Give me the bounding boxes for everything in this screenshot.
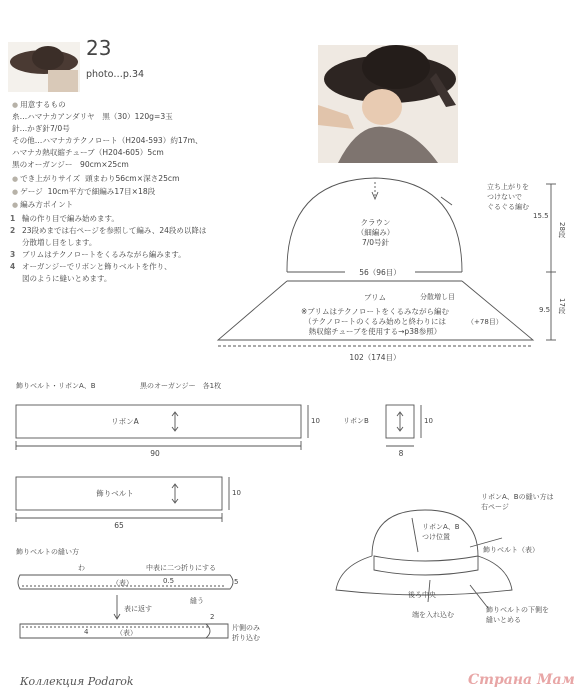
- brim-label: ブリム: [363, 293, 387, 302]
- size-title: ● でき上がりサイズ: [12, 174, 80, 183]
- ribbon-a-height: 10: [311, 417, 320, 425]
- crown-hook: 7/0号針: [361, 238, 390, 247]
- ribbon-a-width: 90: [150, 449, 160, 458]
- step-text: 図のように縫いとめます。: [22, 274, 112, 283]
- step-text: オーガンジーでリボンと飾りベルトを作り、: [22, 262, 172, 271]
- front-label-2: （表）: [116, 629, 137, 637]
- ribbon-section-title: 飾りベルト・リボンA、B: [16, 382, 96, 390]
- brim-rows: 17段: [558, 298, 566, 314]
- step-number: 2: [10, 226, 16, 235]
- brim-plus: （+78目）: [467, 318, 503, 326]
- belt-front-label: 飾りベルト（表）: [483, 546, 539, 554]
- measure-4: 4: [84, 628, 89, 636]
- fold-one-side: 片側のみ 折り込む: [232, 624, 260, 642]
- ribbon-ab-position: リボンA、B つけ位置: [422, 523, 460, 541]
- wa-label: わ: [78, 564, 85, 572]
- ribbon-material: 黒のオーガンジー 各1枚: [140, 382, 222, 390]
- photo-reference: photo…p.34: [86, 69, 145, 80]
- step-number: 3: [10, 250, 16, 259]
- points-title: ● 編み方ポイント: [12, 199, 73, 211]
- gauge-title: ● ゲージ: [12, 187, 43, 196]
- measure-2: 2: [210, 613, 215, 621]
- ribbon-b-height: 10: [424, 417, 433, 425]
- crown-height: 15.5: [533, 212, 549, 220]
- back-center-label: 後ろ中央: [408, 591, 436, 599]
- measure-05: 0.5: [163, 577, 175, 585]
- bottom-measure: 102（174目）: [349, 353, 401, 362]
- pattern-number: 23: [86, 36, 112, 60]
- belt-width: 65: [114, 521, 124, 530]
- sewing-title: 飾りベルトの縫い方: [16, 548, 79, 556]
- materials-title: ● 用意するもの: [12, 99, 66, 111]
- ribbon-b-label: リボンB: [343, 417, 369, 425]
- belt-height: 10: [232, 489, 241, 497]
- sew-bottom-label: 飾りベルトの下側を 縫いとめる: [486, 606, 549, 624]
- fold-half-label: 中表に二つ折りにする: [146, 564, 216, 572]
- step-text: 輪の作り目で編み始めます。: [22, 214, 119, 223]
- crown-rows: 28段: [558, 222, 566, 238]
- step-text: ブリムはテクノロートをくるみながら編みます。: [22, 250, 186, 259]
- finish-note: リボンA、Bの縫い方は 右ページ: [481, 493, 554, 511]
- size-value: 頭まわり56cm×深さ25cm: [85, 174, 180, 183]
- ribbon-b-width: 8: [398, 449, 404, 458]
- gauge-value: 10cm平方で細編み17目×18段: [47, 187, 156, 196]
- materials-line: 糸…ハマナカアンダリヤ 黒（30）120g=3玉: [12, 112, 173, 121]
- note-no-turning: 立ち上がりを つけないで ぐるぐる編む: [487, 183, 529, 211]
- band-measure: 56（96目）: [345, 267, 415, 278]
- brim-height: 9.5: [539, 306, 551, 314]
- step-text: 23段めまでは右ページを参照して編み、24段め以降は: [22, 226, 207, 235]
- crown-label-block: [338, 218, 413, 248]
- finished-belt: [374, 556, 478, 575]
- step-text: 分散増し目をします。: [22, 238, 97, 247]
- brim-note: ※ブリムはテクノロートをくるみながら編む （テクノロートのくるみ始めと終わりには 熱収縮チューブを使用する→p38参照）: [300, 307, 450, 336]
- brim-increase: 分散増し目: [420, 293, 455, 301]
- measure-5: 5: [234, 578, 239, 586]
- watermark-left: Коллекция Podarok: [20, 675, 134, 688]
- watermark-right: Страна Мам: [468, 672, 575, 688]
- materials-line: 黒のオーガンジー 90cm×25cm: [12, 160, 129, 169]
- front-label: （表）: [112, 579, 133, 587]
- ribbon-a-label: リボンA: [111, 417, 139, 426]
- step-number: 4: [10, 262, 16, 271]
- sew-label: 縫う: [190, 597, 204, 605]
- tuck-end-label: 端を入れ込む: [412, 611, 454, 619]
- materials-line: その他…ハマナカテクノロート（H204-593）約17m、: [12, 136, 203, 145]
- belt-label: 飾りベルト: [96, 489, 134, 498]
- turn-label: 表に返す: [124, 605, 152, 613]
- materials-line: ハマナカ熱収縮チューブ（H204-605）5cm: [12, 148, 164, 157]
- step-number: 1: [10, 214, 16, 223]
- materials-line: 針…かぎ針7/0号: [12, 124, 70, 133]
- crown-label: クラウン: [360, 218, 391, 227]
- crown-stitch: （細編み）: [356, 228, 395, 237]
